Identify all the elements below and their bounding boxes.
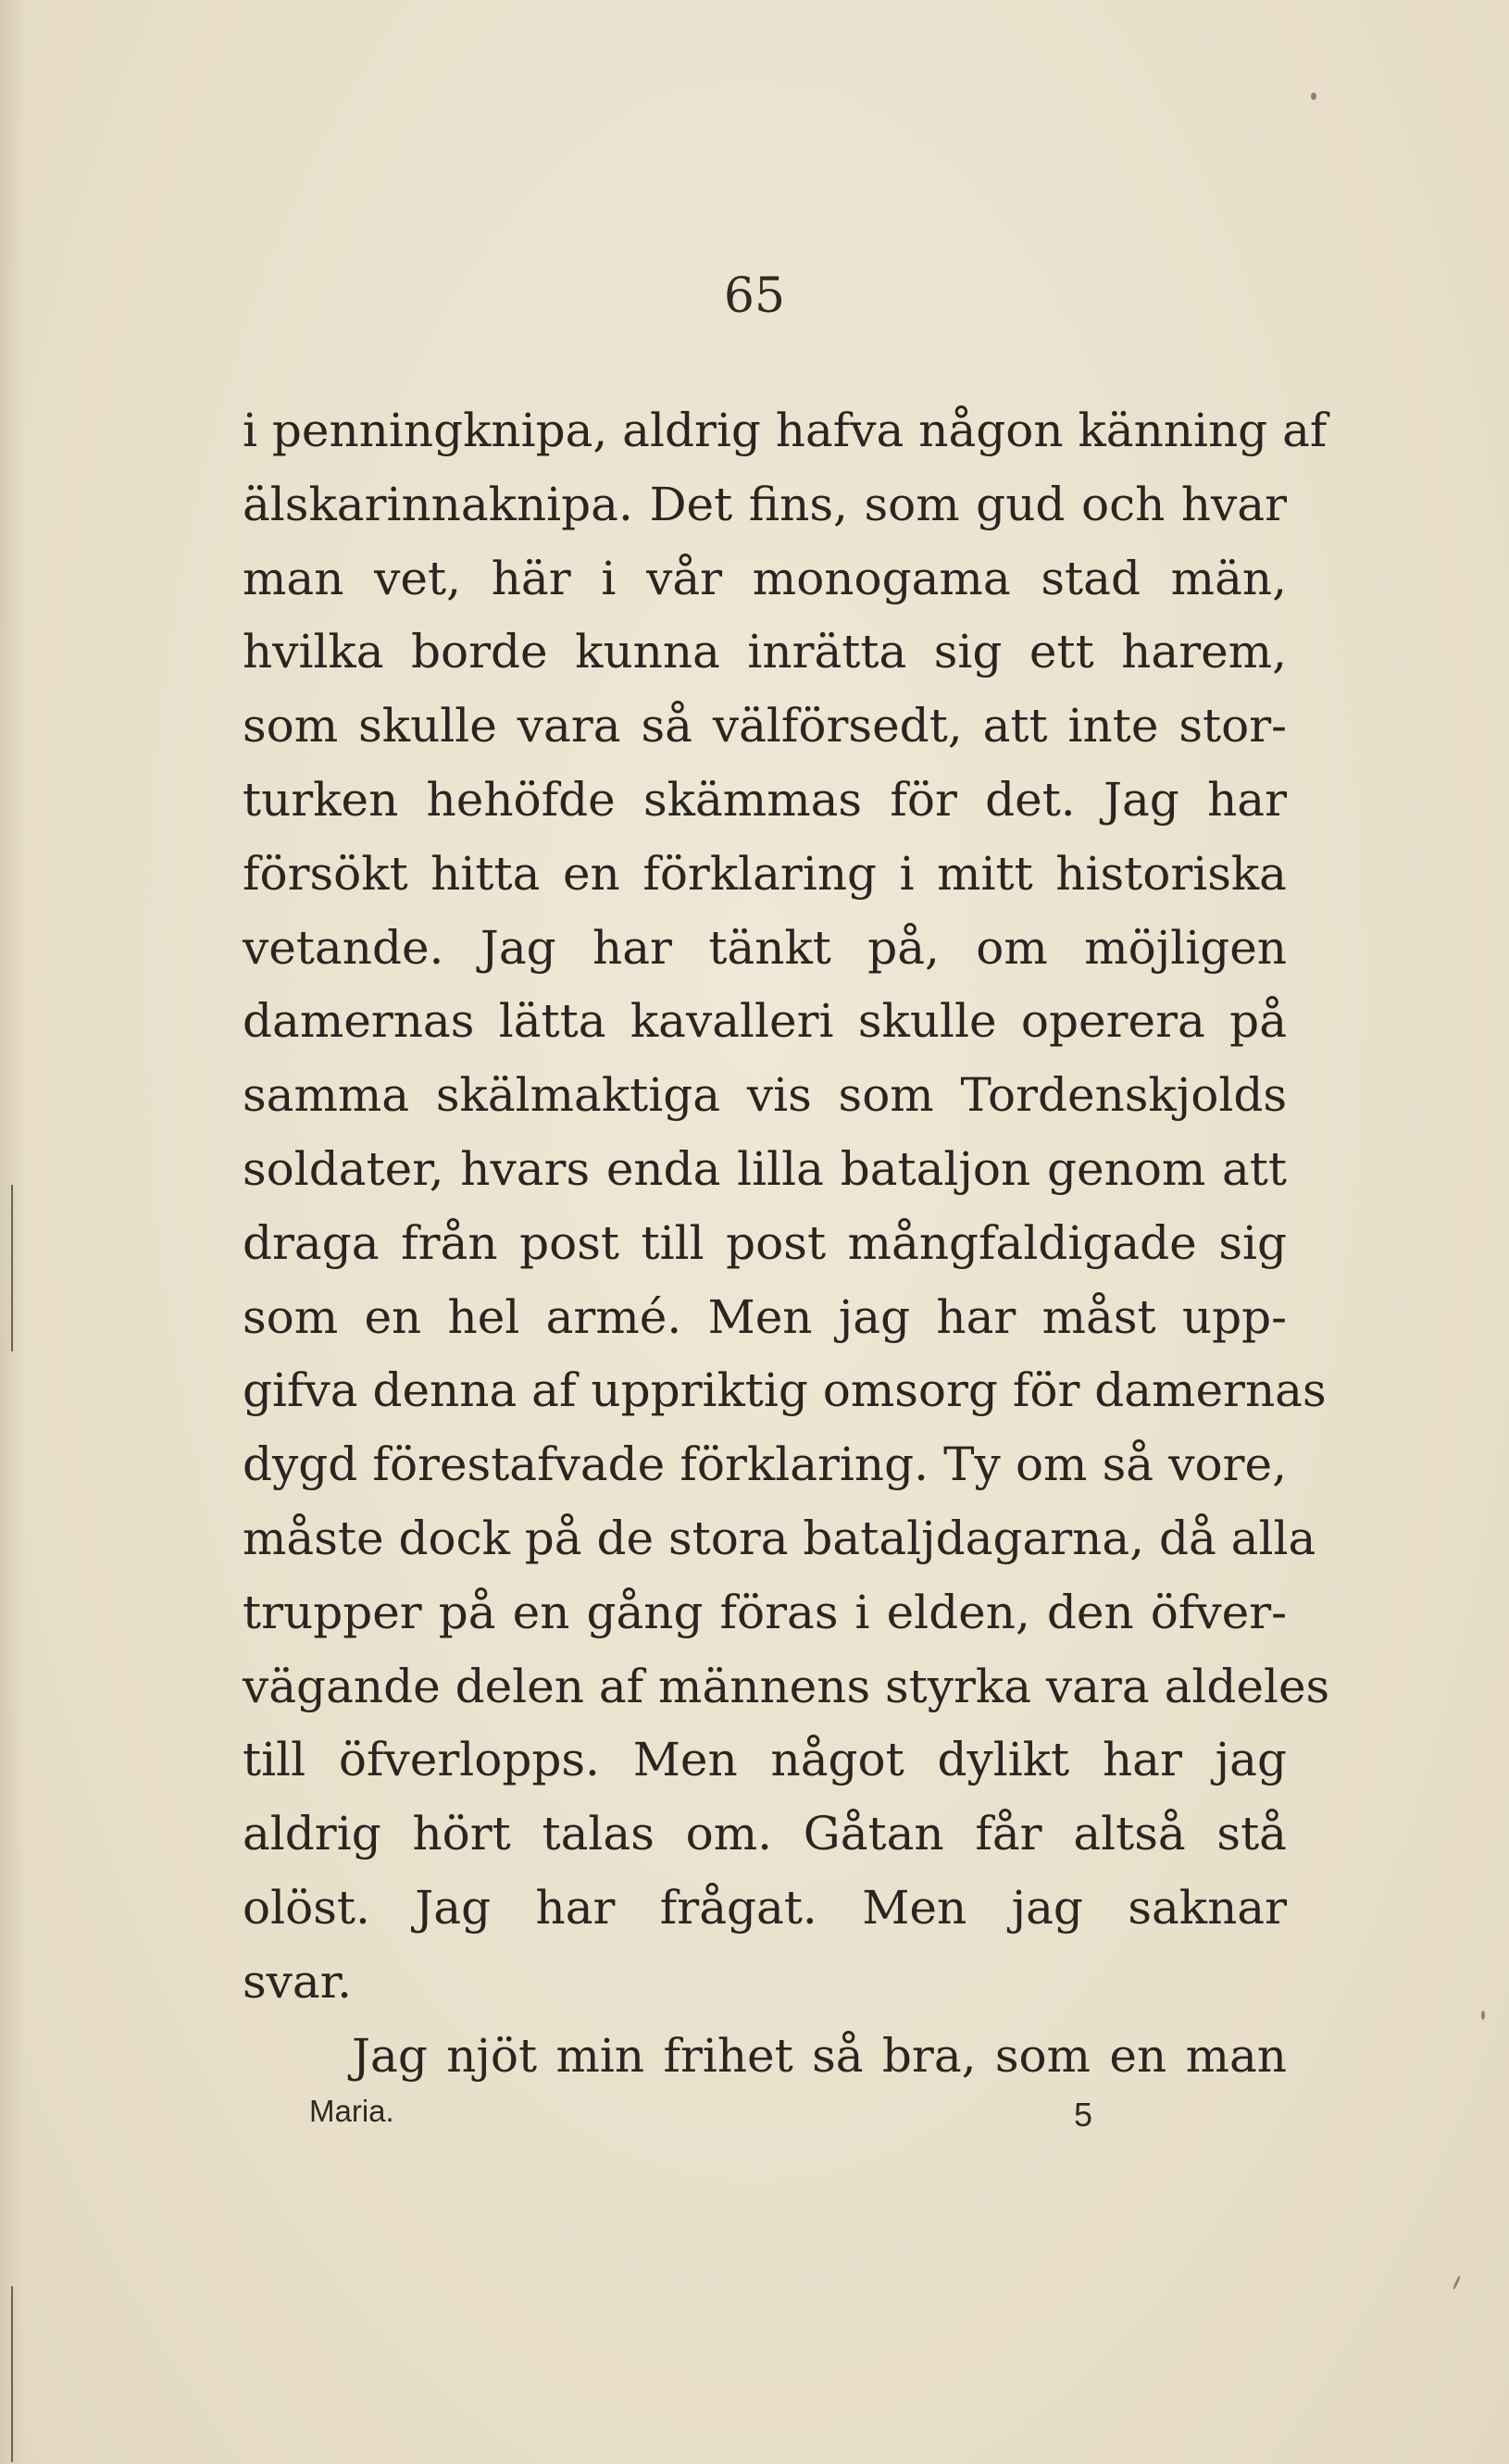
text-line: turken hehöfde skämmas för det. Jag har [243, 772, 1287, 827]
paper-speck [1481, 2010, 1485, 2020]
footer-signature: Maria. [309, 2094, 394, 2128]
text-line: trupper på en gång föras i elden, den öfver- [243, 1585, 1287, 1639]
text-line: aldrig hört talas om. Gåtan får altså stå [243, 1807, 1287, 1861]
spine-shadow [0, 0, 26, 2464]
text-line-paragraph-end: svar. [243, 1954, 353, 2009]
text-line: samma skälmaktiga vis som Tordenskjolds [243, 1068, 1287, 1123]
text-line: damernas lätta kavalleri skulle operera på [243, 994, 1287, 1049]
text-line: försökt hitta en förklaring i mitt historiska [243, 846, 1287, 901]
page-edge-mark [11, 2286, 13, 2462]
text-line: vägande delen af männens styrka vara aldeles [243, 1659, 1330, 1713]
page-footer [309, 2094, 1105, 2149]
text-line: älskarinnaknipa. Det fins, som gud och hvar [243, 477, 1287, 531]
body-text [243, 394, 1330, 2093]
paper-speck [1311, 93, 1316, 100]
text-line: soldater, hvars enda lilla bataljon genom att [243, 1141, 1287, 1196]
text-line: som skulle vara så välförsedt, att inte stor- [243, 699, 1287, 753]
text-line-paragraph-start: Jag njöt min frihet så bra, som en man [352, 2028, 1287, 2083]
text-line: draga från post till post mångfaldigade sig [243, 1215, 1287, 1270]
paper-speck [1453, 2275, 1461, 2290]
text-line: olöst. Jag har frågat. Men jag saknar [243, 1880, 1287, 1935]
text-line: hvilka borde kunna inrätta sig ett harem, [243, 625, 1287, 679]
text-line: måste dock på de stora bataljdagarna, då alla [243, 1511, 1316, 1565]
text-line: i penningknipa, aldrig hafva någon känning af [243, 404, 1328, 457]
text-line: till öfverlopps. Men något dylikt har jag [243, 1733, 1287, 1787]
text-line: som en hel armé. Men jag har måst upp- [243, 1289, 1287, 1344]
text-line: gifva denna af uppriktig omsorg för damernas [243, 1363, 1327, 1418]
text-line: man vet, här i vår monogama stad män, [243, 551, 1287, 605]
page-number: 65 [723, 268, 786, 324]
page-edge-mark [11, 1185, 13, 1351]
footer-sheet-number: 5 [1074, 2096, 1093, 2134]
text-line: vetande. Jag har tänkt på, om möjligen [243, 920, 1287, 975]
text-line: dygd förestafvade förklaring. Ty om så vore, [243, 1437, 1287, 1492]
